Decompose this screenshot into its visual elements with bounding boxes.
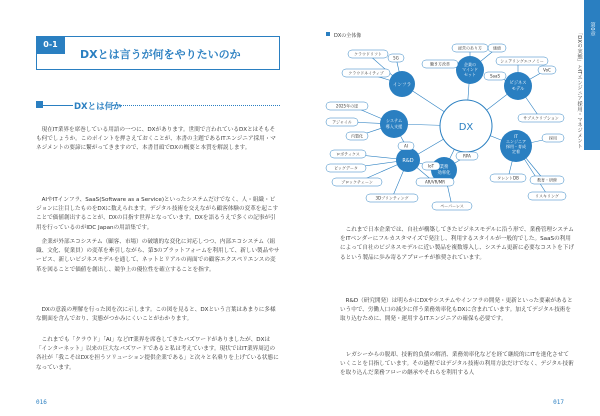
hub-it-eng-label-3: 採用・育成: [506, 144, 526, 149]
hub-rd-label: R&D: [402, 158, 414, 164]
leaf-insource: 内製化: [351, 133, 363, 139]
hub-biz-model-label: ビジネス: [509, 81, 527, 86]
leaf-voc: VoC: [543, 67, 551, 73]
leaf-cloud: クラウドリフト: [354, 51, 382, 57]
paragraph-r2: [340, 297, 574, 325]
hub-business-label-2: 効率化: [437, 171, 451, 176]
leaf-robotics: ロボティクス: [336, 151, 360, 157]
leaf-rpa: RPA: [463, 153, 471, 159]
page-number: 016: [36, 399, 47, 406]
leaf-cloud-native: クラウドネイティブ: [348, 70, 384, 76]
leaf-blockchain: ブロックチェーン: [341, 179, 373, 185]
paragraph-text: R&D（研究開発）は明らかにDXやシステムやインフラの開発・更新といった要素があるという中で、労働人口の減少に伴う業務効率化もDXに含まれています。加えてデジタル技術を取り込むために、開発・運用するITエンジニアの確保も必要です。: [340, 298, 573, 323]
subsection-title: DXとは何か: [74, 102, 122, 112]
leaf-arvr: AR/VR/MR: [425, 179, 445, 185]
leaf-agile: アジャイル: [332, 119, 352, 125]
dx-center-label: DX: [458, 122, 474, 133]
leaf-culture: 価値: [493, 45, 501, 51]
paragraph-text: レガシーからの脱却、技術的負債の解消、業務効率化などを経て継続的にITを進化させていくことを目指しています。その過程ではデジタル技術の利用方法だけでなく、デジタル技術を取り込んだ業務フローの継承やそれらを利用する人: [340, 352, 574, 377]
heading-rule: [112, 105, 280, 106]
quote-definition: [36, 238, 280, 275]
paragraph-text: これまでも「クラウド」「AI」などIT業界を席巻してきたバズワードがありましたが、DXは「インターネット」以来の巨大なバズワードであると私は考えています。現状ではIT業界周辺の各社が「我こそはDXを担うソリューション提供企業である」と次々と名乗りを上げている状態になっています。: [36, 337, 279, 371]
diagram-title: DXの全体像: [334, 33, 362, 39]
paragraph-4: [36, 306, 280, 324]
paragraph-r1: [340, 226, 574, 263]
hub-it-eng-label-2: エンジニア: [506, 139, 526, 144]
leaf-cliff: 2025年の崖: [335, 103, 359, 109]
hub-system-label-2: 導入支援: [385, 124, 403, 129]
paragraph-text: これまで日本企業では、自社が構築してきたビジネスモデルに沿う形で、業務管理システムをITベンダーにフルカスタマイズで発注し、利用するスタイルが一般的でした。SaaSの利用によって自社のビジネスモデルに近い製品を複数導入し、システム更新に必要なコストを下げるという製品に歩み寄るアプローチが推奨されています。: [340, 227, 574, 261]
leaf-mgmt: 経営のあり方: [458, 45, 482, 51]
right-page: [300, 0, 600, 416]
leaf-reskill: リスキリング: [535, 193, 559, 199]
paragraph-text: 現在IT業界を席巻している用語の一つに、DXがあります。世間で言われているDXとはそもそも何でしょうか。このポイントを押さえておくことが、本書の主題であるITエンジニア採用・マネジメントの要諦に繋がってきますので、本書冒頭でDXの概要と本質を解説します。: [36, 127, 276, 152]
hub-infra-label: インフラ: [392, 83, 412, 88]
diagram-title-marker: [326, 32, 330, 36]
leaf-employ: 採用: [549, 135, 557, 141]
subsection-heading: [36, 100, 280, 110]
leaf-printing: 3Dプリンティング: [375, 195, 409, 201]
dx-diagram: [312, 28, 580, 218]
leaf-sharing: シェアリングエコノミー: [500, 58, 544, 64]
hub-business-label: 業務: [439, 165, 449, 170]
leaf-bigdata: ビッグデータ: [334, 165, 358, 171]
hub-system-label: システム: [385, 118, 403, 123]
hub-vision-label-2: マインド: [462, 67, 478, 72]
heading-line: [43, 105, 73, 106]
section-badge: 0-1: [36, 36, 65, 54]
paragraph-text: 企業が外部エコシステム（顧客、市場）の破壊的な変化に対応しつつ、内部エコシステム（組織、文化、従業員）の変革を牽引しながら、第3のプラットフォームを利用して、新しい製品やサービス、新しいビジネスモデルを通して、ネットとリアルの両面での顧客エクスペリエンスの変革を図ることで価値を創出し、競争上の優位性を確立することを指す。: [36, 239, 280, 273]
page-number: 017: [553, 399, 564, 406]
hub-biz-model-label-2: モデル: [511, 87, 525, 92]
chapter-tab-label: 第0章: [589, 22, 595, 36]
leaf-ai: AI: [404, 143, 408, 149]
section-title: DXとは言うが何をやりたいのか: [80, 48, 241, 61]
hub-vision-label-3: セット: [464, 72, 476, 77]
hub-vision-label: 企業の: [464, 62, 476, 67]
leaf-saas: SaaS: [490, 73, 500, 79]
paragraph-2: [36, 196, 280, 233]
hub-it-eng-label: IT: [514, 134, 518, 139]
square-bullet-icon: [36, 101, 43, 108]
paragraph-r3: [340, 351, 574, 379]
hub-biz-model: [504, 72, 532, 100]
leaf-workstyle: 働き方改革: [430, 61, 450, 67]
paragraph-text: DXの意義の理解を行った図を次に示します。この図を見ると、DXという言葉はあまりに多様な側面を含んでおり、実態がつかみにくいことがわかります。: [36, 307, 276, 323]
paragraph-5: [36, 336, 280, 373]
hub-it-eng-label-4: 定着: [512, 149, 520, 154]
paragraph-text: AIやITインフラ、SaaS(Software as a Service)といったシステムだけでなく、人・組織・ビジョンに注目したものをDXに数えられます。デジタル技術を交えながら顧客体験の変革を起こすことで価値創出することが、DXの目指す世界となっています。DXを語るうえで多くの記事が引用を行っているのがIDC Japanの用語集です。: [36, 197, 279, 231]
leaf-5g: 5G: [393, 55, 399, 61]
chapter-running-title: 「DXの実態」とITエンジニア採用・マネジメント: [576, 30, 582, 149]
leaf-iot: IoT: [427, 163, 435, 169]
leaf-paperless: ペーパーレス: [440, 203, 464, 209]
leaf-edu: 教育・研修: [537, 177, 557, 183]
leaf-subscr: サブスクリプション: [523, 115, 559, 121]
leaf-talent: タレントDB: [497, 175, 519, 181]
paragraph-1: [36, 126, 280, 154]
